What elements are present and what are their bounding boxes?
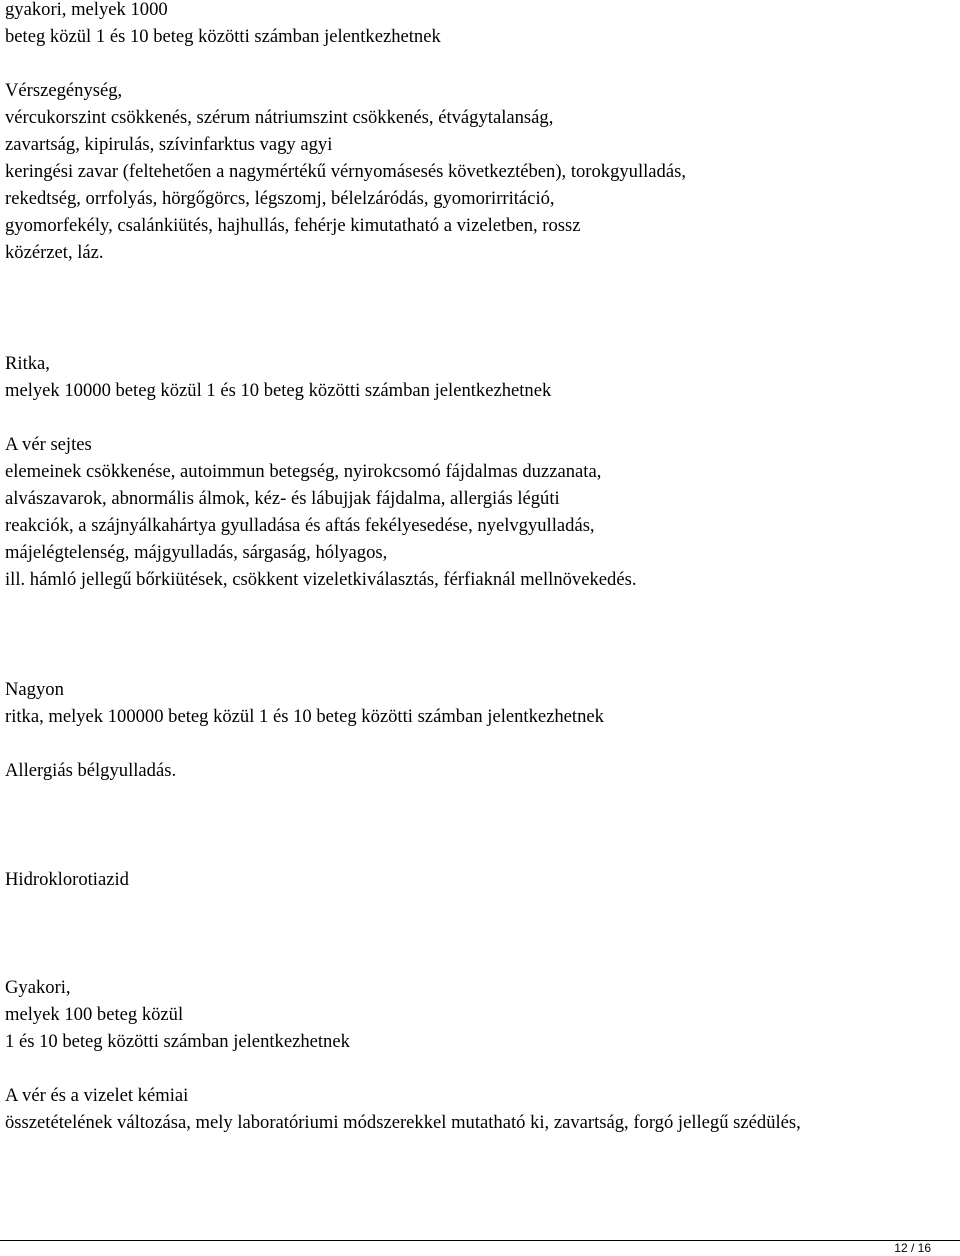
text-line: A vér sejtes bbox=[5, 434, 92, 455]
text-line: zavartság, kipirulás, szívinfarktus vagy agyi bbox=[5, 134, 333, 155]
text-line: beteg közül 1 és 10 beteg közötti számban jelentkezhetnek bbox=[5, 26, 441, 47]
side-effects-list-very-rare bbox=[5, 757, 955, 784]
frequency-category-very-rare bbox=[5, 676, 955, 730]
text-line: Nagyon bbox=[5, 679, 64, 700]
text-line: közérzet, láz. bbox=[5, 242, 104, 263]
text-line: összetételének változása, mely laboratóriumi módszerekkel mutatható ki, zavartság, forgó jellegű szédülés, bbox=[5, 1112, 801, 1133]
text-line: melyek 100 beteg közül bbox=[5, 1004, 184, 1025]
side-effects-list-frequent bbox=[5, 77, 955, 266]
text-line: Ritka, bbox=[5, 353, 50, 374]
text-line: Gyakori, bbox=[5, 977, 71, 998]
text-line: Vérszegénység, bbox=[5, 80, 123, 101]
text-line: Allergiás bélgyulladás. bbox=[5, 760, 177, 781]
side-effects-list-frequent-hydrochlorothiazide bbox=[5, 1082, 955, 1136]
text-line: keringési zavar (feltehetően a nagymértékű vérnyomásesés következtében), torokgyulladás, bbox=[5, 161, 686, 182]
text-line: melyek 10000 beteg közül 1 és 10 beteg közötti számban jelentkezhetnek bbox=[5, 380, 552, 401]
text-line: reakciók, a szájnyálkahártya gyulladása és aftás fekélyesedése, nyelvgyulladás, bbox=[5, 515, 595, 536]
text-line: elemeinek csökkenése, autoimmun betegség, nyirokcsomó fájdalmas duzzanata, bbox=[5, 461, 602, 482]
frequency-category-rare bbox=[5, 350, 955, 404]
text-line: 1 és 10 beteg közötti számban jelentkezhetnek bbox=[5, 1031, 350, 1052]
text-line: ritka, melyek 100000 beteg közül 1 és 10 beteg közötti számban jelentkezhetnek bbox=[5, 706, 604, 727]
text-line: ill. hámló jellegű bőrkiütések, csökkent vizeletkiválasztás, férfiaknál mellnövekedés. bbox=[5, 569, 637, 590]
footer-divider bbox=[0, 1240, 960, 1241]
side-effects-list-rare bbox=[5, 431, 955, 593]
text-line: vércukorszint csökkenés, szérum nátriumszint csökkenés, étvágytalanság, bbox=[5, 107, 554, 128]
text-line: A vér és a vizelet kémiai bbox=[5, 1085, 189, 1106]
text-line: alvászavarok, abnormális álmok, kéz- és lábujjak fájdalma, allergiás légúti bbox=[5, 488, 560, 509]
text-line: rekedtség, orrfolyás, hörgőgörcs, légszomj, bélelzáródás, gyomorirritáció, bbox=[5, 188, 555, 209]
text-line: gyakori, melyek 1000 bbox=[5, 0, 168, 20]
page-number: 12 / 16 bbox=[894, 1241, 931, 1255]
frequency-category-frequent bbox=[5, 974, 955, 1055]
text-line: gyomorfekély, csalánkiütés, hajhullás, fehérje kimutatható a vizeletben, rossz bbox=[5, 215, 581, 236]
text-line: májelégtelenség, májgyulladás, sárgaság, hólyagos, bbox=[5, 542, 388, 563]
drug-heading bbox=[5, 866, 955, 893]
text-line: Hidroklorotiazid bbox=[5, 869, 129, 890]
frequency-category-frequent-continued bbox=[5, 0, 955, 50]
